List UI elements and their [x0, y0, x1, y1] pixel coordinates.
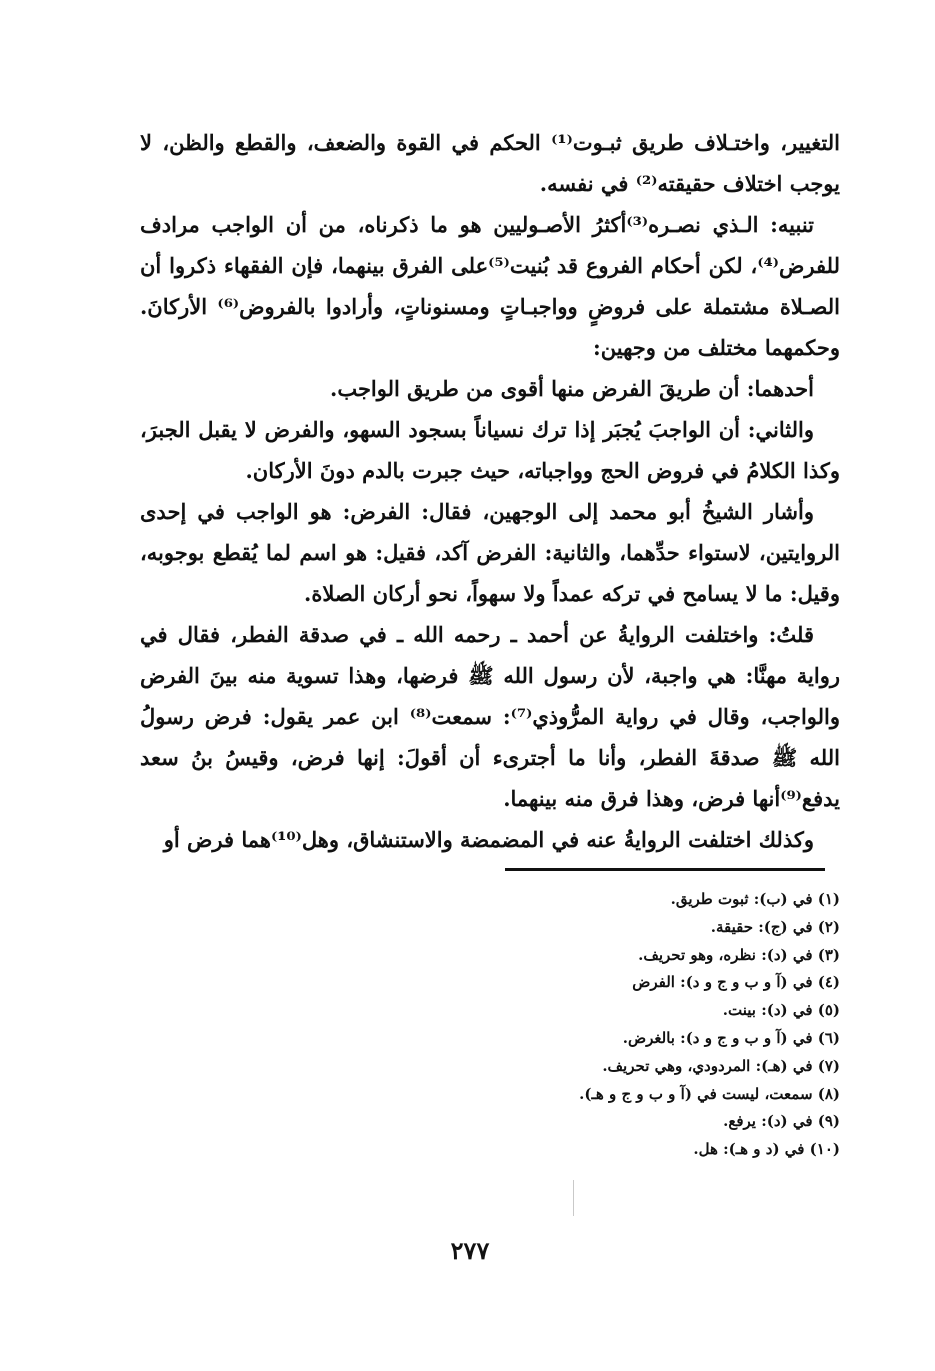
paragraph-continuation: التغيير، واختـلاف طريق ثبـوت⁽¹⁾ الحكم في القوة والضعف، والقطع والظن، لا يوجب اختلاف حقيقته⁽²⁾ في نفسه.	[140, 130, 840, 196]
footnote-4: (٤) في (آ و ب و ج و د): الفرض	[632, 973, 840, 992]
main-text	[140, 122, 840, 860]
footnote-7: (٧) في (هـ): المردودي، وهي تحريف.	[602, 1056, 840, 1075]
footnote-1: (١) في (ب): ثبوت طريق.	[670, 890, 840, 908]
footnote-6: (٦) في (آ و ب و ج و د): بالغرض.	[622, 1028, 840, 1047]
footnotes	[300, 886, 840, 1164]
footnote-10: (١٠) في (د و هـ): هل.	[693, 1140, 840, 1159]
footnote-8: (٨) سمعت، ليست في (آ و ب و ج و هـ).	[579, 1084, 840, 1103]
paragraph-first-aspect: أحدهما: أن طريقَ الفرض منها أقوى من طريق الواجب.	[330, 376, 814, 401]
scan-speck	[573, 1180, 574, 1216]
paragraph-second-aspect: والثاني: أن الواجبَ يُجبَر إذا ترك نسياناً بسجود السهو، والفرض لا يقبل الجبرَ، وكذا الكلامُ في فروض الحج وواجباته، حيث جبرت بالدم دونَ الأركان.	[140, 417, 840, 483]
paragraph-abu-muhammad: وأشار الشيخُ أبو محمد إلى الوجهين، فقال: الفرض: هو الواجب في إحدى الروايتين، لاستواء حدِّهما، والثانية: الفرض آكد، فقيل: هو اسم لما يُقطع بوجوبه، وقيل: ما لا يسامح في تركه عمداً ولا سهواً، نحو أركان الصلاة.	[140, 499, 840, 606]
page-number: ٢٧٧	[450, 1236, 490, 1265]
footnote-divider	[505, 868, 825, 871]
paragraph-note: تنبيه: الـذي نصـره⁽³⁾أكثرُ الأصـوليين هو ما ذكرناه، من أن الواجب مرادف للفرض⁽⁴⁾، لكن أحكام الفروع قد بُنيت⁽⁵⁾على الفرق بينهما، فإن الفقهاء ذكروا أن الصـلاة مشتملة على فروضٍ وواجبـاتٍ ومسنوناتٍ، وأرادوا بالفروض⁽⁶⁾ الأركانَ. وحكمهما مختلف من وجهين:	[140, 212, 840, 360]
footnote-5: (٥) في (د): بينت.	[722, 1001, 840, 1020]
footnote-2: (٢) في (ج): حقيقة.	[710, 917, 840, 936]
paragraph-madmada: وكذلك اختلفت الروايةُ عنه في المضمضة والاستنشاق، وهل⁽¹⁰⁾هما فرض أو	[163, 827, 814, 852]
footnote-9: (٩) في (د): يرفع.	[723, 1112, 840, 1131]
paragraph-ahmad-narration: قلتُ: واختلفت الروايةُ عن أحمد ـ رحمه الله ـ في صدقة الفطر، فقال في رواية مهنَّا: هي واجبة، لأن رسول الله ﷺ فرضها، وهذا تسوية منه بينَ الفرض والواجب، وقال في رواية المرُّوذي⁽⁷⁾: سمعت⁽⁸⁾ ابن عمر يقول: فرض رسولُ الله ﷺ صدقةَ الفطر، وأنا ما أجترىء أن أقولَ: إنها فرض، وقيسُ بنُ سعد يدفع⁽⁹⁾أنها فرض، وهذا فرق منه بينهما.	[140, 622, 841, 811]
footnote-3: (٣) في (د): نظره، وهو تحريف.	[638, 945, 840, 964]
